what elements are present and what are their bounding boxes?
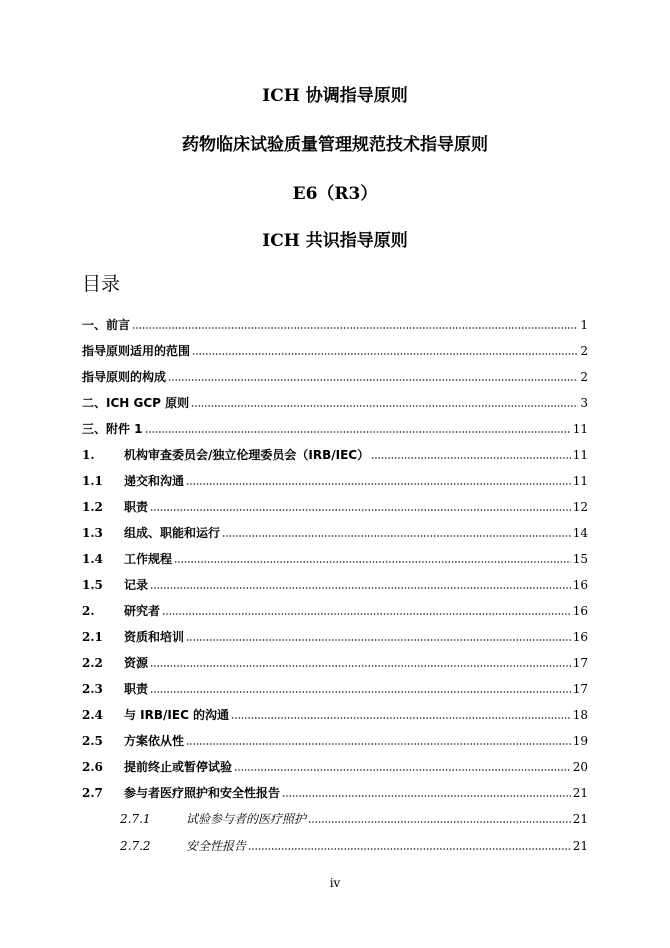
page-number: iv xyxy=(329,876,341,890)
toc-entry-page: 12 xyxy=(572,500,588,514)
toc-entry-title: 记录 xyxy=(124,578,149,592)
toc-dot-leader xyxy=(162,612,571,616)
toc-entry[interactable] xyxy=(82,807,588,827)
toc-entry-page: 16 xyxy=(572,630,588,644)
toc-entry-page: 11 xyxy=(572,422,588,436)
toc-entry[interactable] xyxy=(82,729,588,749)
toc-dot-leader xyxy=(186,638,571,642)
toc-entry-title: 方案依从性 xyxy=(124,734,185,748)
toc-entry-page: 14 xyxy=(572,526,588,540)
toc-entry-page: 18 xyxy=(572,708,588,722)
toc-entry[interactable] xyxy=(82,834,588,854)
toc-entry[interactable] xyxy=(82,391,588,411)
toc-entry-page: 3 xyxy=(580,396,588,410)
document-title-line-3: E6（R3） xyxy=(292,184,378,204)
toc-entry-page: 17 xyxy=(572,682,588,696)
toc-dot-leader xyxy=(150,690,571,694)
toc-entry[interactable] xyxy=(82,521,588,541)
toc-dot-leader xyxy=(150,664,571,668)
toc-dot-leader xyxy=(308,820,571,824)
toc-entry-title: 资质和培训 xyxy=(124,630,185,644)
toc-entry-title: 安全性报告 xyxy=(186,839,247,853)
toc-entry[interactable] xyxy=(82,625,588,645)
toc-entry[interactable] xyxy=(82,495,588,515)
toc-entry[interactable] xyxy=(82,781,588,801)
toc-entry-page: 16 xyxy=(572,578,588,592)
toc-entry-number: 1.3 xyxy=(82,526,103,540)
toc-entry[interactable] xyxy=(82,599,588,619)
toc-entry-title: 试验参与者的医疗照护 xyxy=(186,812,307,826)
toc-entry-number: 2.7.1 xyxy=(120,812,151,826)
toc-entry-title: 职责 xyxy=(124,500,149,514)
toc-entry-page: 2 xyxy=(580,370,588,384)
toc-entry-number: 2. xyxy=(82,604,95,618)
toc-dot-leader xyxy=(191,404,578,408)
toc-entry-title: 资源 xyxy=(124,656,149,670)
toc-entry[interactable] xyxy=(82,443,588,463)
toc-entry-number: 1. xyxy=(82,448,95,462)
toc-entry-number: 2.1 xyxy=(82,630,103,644)
toc-entry-number: 2.3 xyxy=(82,682,103,696)
toc-entry-page: 1 xyxy=(580,318,588,332)
toc-dot-leader xyxy=(186,742,571,746)
toc-dot-leader xyxy=(186,482,571,486)
toc-entry-page: 21 xyxy=(572,839,588,853)
toc-dot-leader xyxy=(231,716,571,720)
toc-entry[interactable] xyxy=(82,755,588,775)
toc-entry[interactable] xyxy=(82,339,588,359)
toc-dot-leader xyxy=(234,768,571,772)
toc-entry-page: 11 xyxy=(572,474,588,488)
toc-dot-leader xyxy=(174,560,571,564)
toc-entry[interactable] xyxy=(82,365,588,385)
toc-dot-leader xyxy=(150,586,571,590)
toc-entry-title: 与 IRB/IEC 的沟通 xyxy=(124,708,230,722)
toc-entry[interactable] xyxy=(82,417,588,437)
toc-entry-title: 提前终止或暂停试验 xyxy=(124,760,233,774)
document-title-line-4: ICH 共识指导原则 xyxy=(262,231,408,251)
toc-dot-leader xyxy=(145,430,571,434)
toc-entry-page: 19 xyxy=(572,734,588,748)
toc-dot-leader xyxy=(192,352,578,356)
toc-dot-leader xyxy=(222,534,571,538)
toc-entry[interactable] xyxy=(82,547,588,567)
toc-dot-leader xyxy=(282,794,571,798)
toc-entry-page: 21 xyxy=(572,786,588,800)
toc-entry-number: 1.2 xyxy=(82,500,103,514)
toc-heading: 目录 xyxy=(82,273,121,295)
toc-entry-number: 2.4 xyxy=(82,708,103,722)
document-title-line-1: ICH 协调指导原则 xyxy=(262,86,408,106)
toc-entry-number: 1.5 xyxy=(82,578,103,592)
toc-entry[interactable] xyxy=(82,677,588,697)
toc-entry-title: 工作规程 xyxy=(124,552,173,566)
toc-entry-title: 一、前言 xyxy=(82,318,131,332)
toc-entry-title: 二、ICH GCP 原则 xyxy=(82,396,190,410)
toc-entry-page: 2 xyxy=(580,344,588,358)
toc-entry-page: 11 xyxy=(572,448,588,462)
toc-entry-page: 21 xyxy=(572,812,588,826)
document-title-line-2: 药物临床试验质量管理规范技术指导原则 xyxy=(182,135,488,155)
toc-entry-number: 1.4 xyxy=(82,552,103,566)
toc-entry[interactable] xyxy=(82,573,588,593)
toc-dot-leader xyxy=(371,456,571,460)
toc-entry[interactable] xyxy=(82,469,588,489)
toc-entry-number: 2.7 xyxy=(82,786,103,800)
toc-entry-title: 三、附件 1 xyxy=(82,422,143,436)
toc-entry[interactable] xyxy=(82,703,588,723)
toc-dot-leader xyxy=(132,326,578,330)
toc-entry-title: 组成、职能和运行 xyxy=(124,526,221,540)
toc-entry-title: 指导原则的构成 xyxy=(82,370,167,384)
toc-dot-leader xyxy=(150,508,571,512)
toc-dot-leader xyxy=(248,847,571,851)
toc-entry-title: 指导原则适用的范围 xyxy=(82,344,191,358)
toc-entry-title: 递交和沟通 xyxy=(124,474,185,488)
toc-entry-page: 17 xyxy=(572,656,588,670)
toc-entry-number: 2.6 xyxy=(82,760,103,774)
toc-entry-title: 职责 xyxy=(124,682,149,696)
toc-entry[interactable] xyxy=(82,313,588,333)
toc-entry-page: 20 xyxy=(572,760,588,774)
toc-entry-number: 2.7.2 xyxy=(120,839,151,853)
toc-entry-number: 2.2 xyxy=(82,656,103,670)
toc-entry-title: 研究者 xyxy=(124,604,161,618)
toc-entry-page: 16 xyxy=(572,604,588,618)
toc-entry-title: 机构审查委员会/独立伦理委员会（IRB/IEC） xyxy=(124,448,370,462)
toc-entry-title: 参与者医疗照护和安全性报告 xyxy=(124,786,281,800)
toc-entry[interactable] xyxy=(82,651,588,671)
toc-entry-number: 1.1 xyxy=(82,474,103,488)
toc-dot-leader xyxy=(168,378,578,382)
toc-entry-page: 15 xyxy=(572,552,588,566)
toc-entry-number: 2.5 xyxy=(82,734,103,748)
